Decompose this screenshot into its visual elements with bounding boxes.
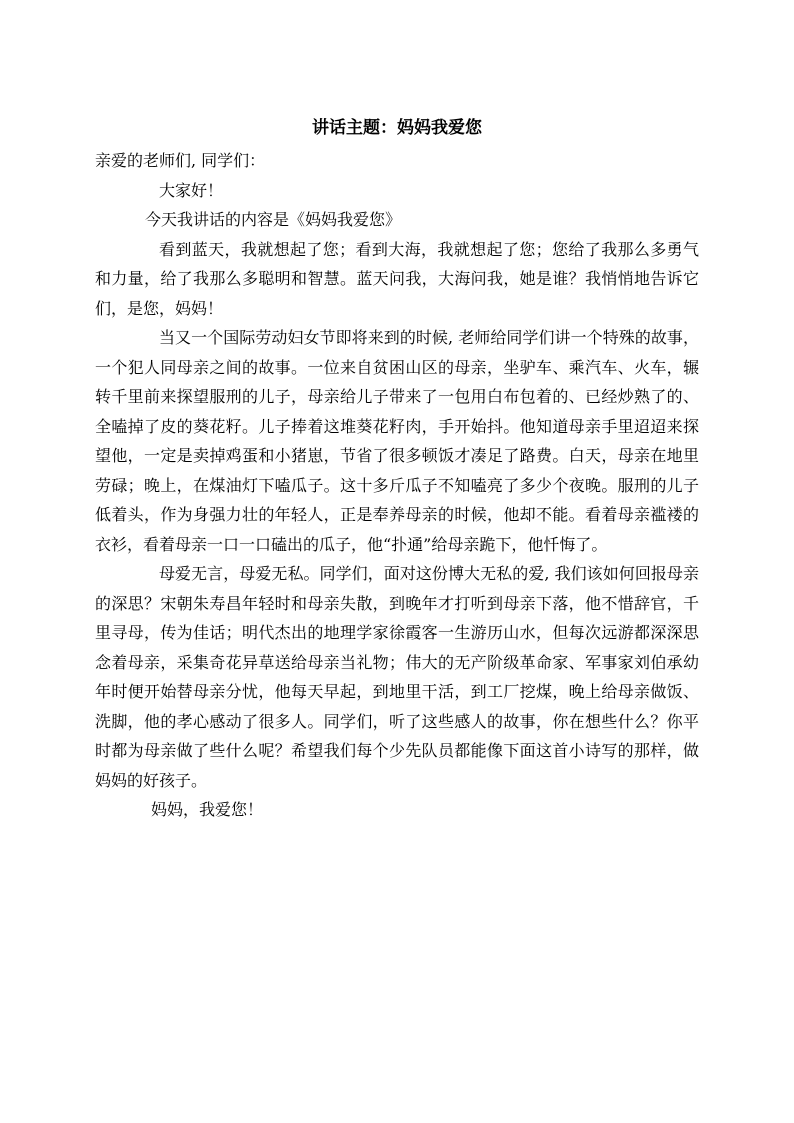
- paragraph-sky-sea: 看到蓝天，我就想起了您；看到大海，我就想起了您；您给了我那么多勇气和力量，给了我那么多聪明和智慧。蓝天问我，大海问我，她是谁？我悄悄地告诉它们，是您，妈妈！: [95, 239, 699, 318]
- greeting: 大家好！: [159, 180, 224, 200]
- document-page: [95, 110, 699, 825]
- intro-line: 今天我讲话的内容是《妈妈我爱您》: [145, 210, 402, 229]
- closing-line: 妈妈，我爱您！: [151, 800, 264, 819]
- speech-title: 讲话主题：妈妈我爱您: [312, 118, 482, 138]
- paragraph-filial-examples: 母爱无言，母爱无私。同学们，面对这份博大无私的爱, 我们该如何回报母亲的深思？宋朝朱寿昌年轻时和母亲失散，到晚年才打听到母亲下落，他不惜辞官，千里寻母，传为佳话；明代杰出的地理学家徐霞客一生游历山水，但每次远游都深深思念着母亲，采集奇花异草送给母亲当礼物；伟大的无产阶级革命家、军事家刘伯承幼年时便开始替母亲分忧，他每天早起，到地里干活，到工厂挖煤，晚上给母亲做饭、洗脚，他的孝心感动了很多人。同学们，听了这些感人的故事，你在想些什么？你平时都为母亲做了些什么呢？希望我们每个少先队员都能像下面这首小诗写的那样，做妈妈的好孩子。: [95, 564, 699, 790]
- paragraph-mother-story: 当又一个国际劳动妇女节即将来到的时候, 老师给同学们讲一个特殊的故事，一个犯人同母亲之间的故事。一位来自贫困山区的母亲，坐驴车、乘汽车、火车，辗转千里前来探望服刑的儿子，母亲给儿子带来了一包用白布包着的、已经炒熟了的、全嗑掉了皮的葵花籽。儿子捧着这堆葵花籽肉，手开始抖。他知道母亲手里迢迢来探望他，一定是卖掉鸡蛋和小猪崽，节省了很多顿饭才凑足了路费。白天，母亲在地里劳碌；晚上，在煤油灯下嗑瓜子。这十多斤瓜子不知嗑亮了多少个夜晚。服刑的儿子低着头，作为身强力壮的年轻人，正是奉养母亲的时候，他却不能。看着母亲褴褛的衣衫，看着母亲一口一口磕出的瓜子，他“扑通”给母亲跪下，他忏悔了。: [95, 328, 699, 554]
- salutation: 亲爱的老师们, 同学们：: [95, 151, 266, 170]
